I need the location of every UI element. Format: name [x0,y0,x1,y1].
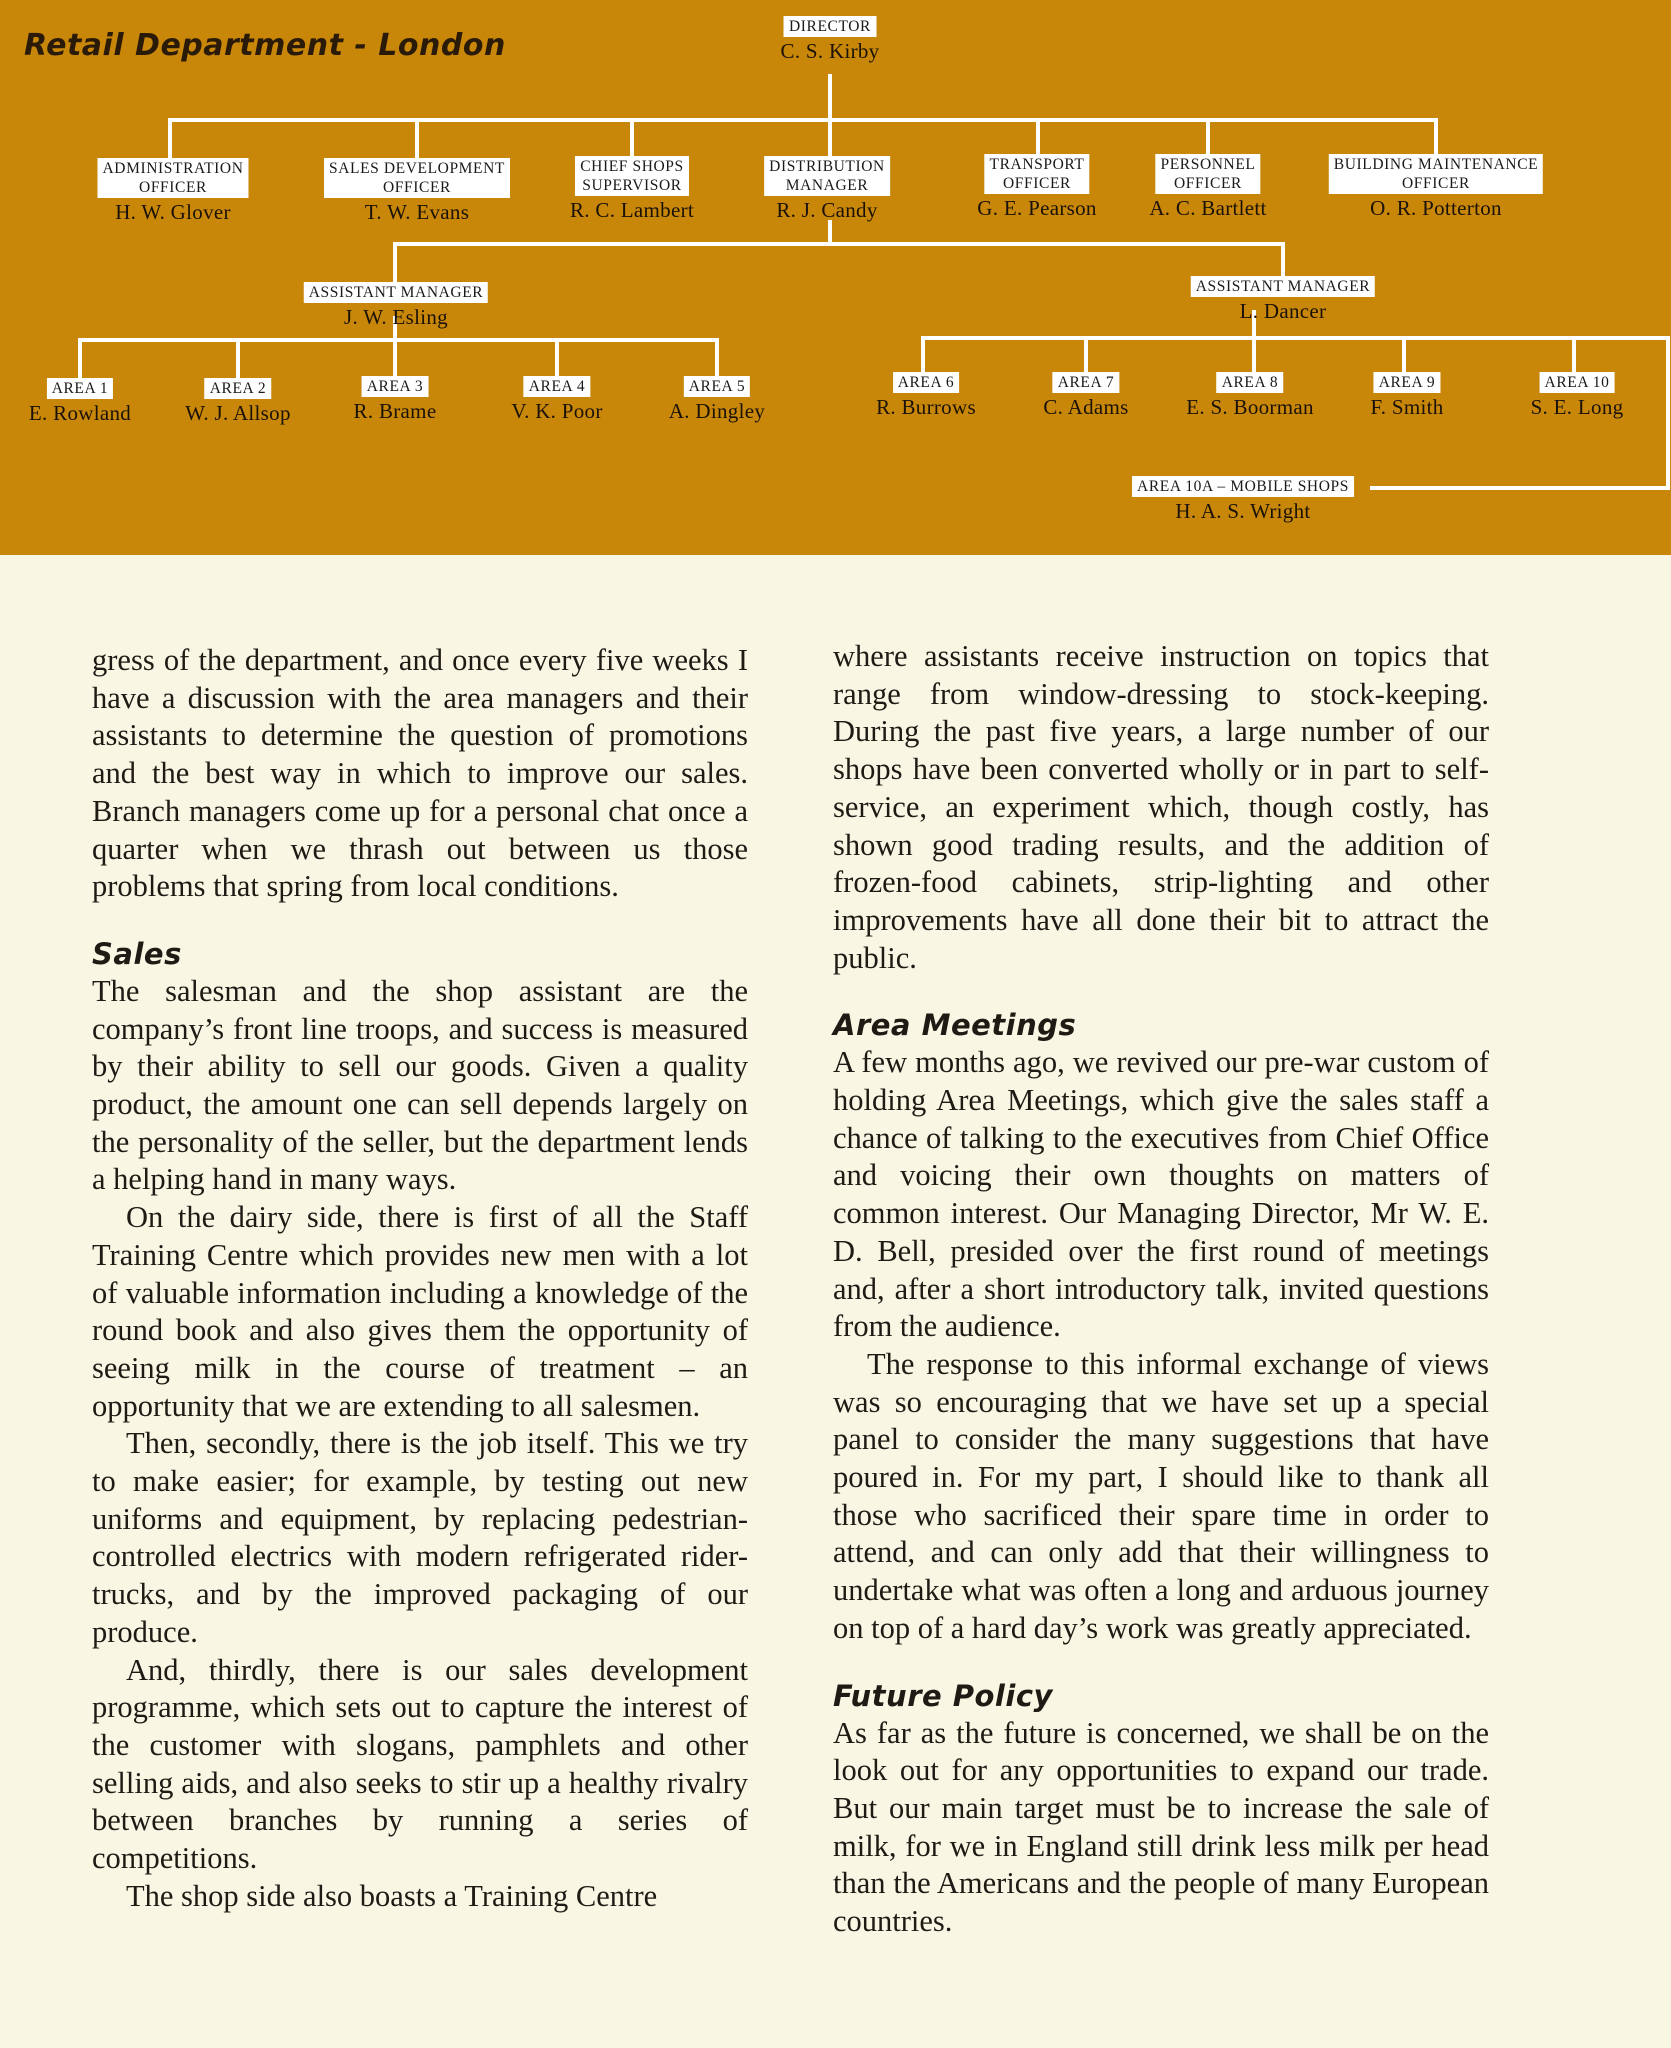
body-paragraph: As far as the future is concerned, we shall be on the look out for any opportunities to expand our trade. But our main target must be to increase the sale of milk, for we in England still drink less milk per head than the Americans and the people of many European countries. [833,1715,1489,1939]
area-label: AREA 7 [1053,372,1120,393]
officer-name: A. C. Bartlett [1149,196,1267,220]
officer-label: SALES DEVELOPMENT OFFICER [324,158,510,198]
officer-name: R. C. Lambert [569,198,695,222]
area-manager-name: W. J. Allsop [185,401,291,425]
assistant-manager-node-dancer [1191,276,1375,324]
body-paragraph: Then, secondly, there is the job itself. This we try to make easier; for example, by testing out new uniforms and equipment, by replacing pedestrian-controlled electrics with modern refrigerated rider-trucks, and by the improved packaging of our produce. [92,1426,748,1649]
officer-name: R. J. Candy [776,198,878,222]
area-node-3 [354,376,437,424]
officer-node-personnel [1149,154,1266,221]
officer-name: G. E. Pearson [977,196,1097,220]
area-manager-name: V. K. Poor [511,399,603,423]
section-heading: Future Policy [833,1678,1053,1713]
area-manager-name: E. Rowland [28,401,132,425]
officer-node-administration [97,158,248,225]
area-label: AREA 4 [524,376,591,397]
chart-title: Retail Department - London [24,28,506,63]
director-node [781,16,880,64]
assistant-manager-name: L. Dancer [1239,299,1327,323]
officer-name: H. W. Glover [115,200,231,224]
area-label: AREA 8 [1217,372,1284,393]
officer-node-transport [977,154,1096,221]
officer-label: BUILDING MAINTENANCE OFFICER [1329,154,1543,194]
director-name: C. S. Kirby [780,39,880,63]
area-label: AREA 6 [893,372,960,393]
area-node-1 [29,378,131,426]
area-node-4 [511,376,602,424]
body-paragraph: where assistants receive instruction on topics that range from window-dressing to stock-keeping. During the past five years, a large number of our shops have been converted wholly or in part to self-service, an experiment which, though costly, has shown good trading results, and the addition of frozen-food cabinets, strip-lighting and other improvements have all done their bit to attract the public. [833,639,1489,975]
area-manager-name: S. E. Long [1530,395,1624,419]
body-paragraph: A few months ago, we revived our pre-war custom of holding Area Meetings, which give the sales staff a chance of talking to the executives from Chief Office and voicing their own thoughts on matters of common interest. Our Managing Director, Mr W. E. D. Bell, presided over the first round of meetings and, after a short introductory talk, invited questions from the audience. [833,1045,1489,1344]
area-manager-name: F. Smith [1370,395,1444,419]
area-label: AREA 2 [205,378,272,399]
officer-node-chief-shops [570,156,694,223]
area-label: AREA 10 [1540,372,1615,393]
area-node-2 [185,378,291,426]
right-text-column [833,638,1489,1941]
assistant-manager-label: ASSISTANT MANAGER [1191,276,1375,297]
area-manager-name: H. A. S. Wright [1175,499,1311,523]
area-manager-name: A. Dingley [668,399,766,423]
officer-node-distribution [764,156,890,223]
officer-label: TRANSPORT OFFICER [985,154,1090,194]
area-manager-name: R. Burrows [876,395,976,419]
officer-label: ADMINISTRATION OFFICER [97,158,248,198]
officer-name: T. W. Evans [364,200,470,224]
section-heading: Sales [92,936,182,971]
area-node-10a-mobile-shops [1132,476,1354,524]
org-chart [0,0,1671,555]
officer-label: DISTRIBUTION MANAGER [764,156,890,196]
officer-node-sales-development [324,158,510,225]
body-paragraph: gress of the department, and once every five weeks I have a discussion with the area managers and their assistants to determine the question of promotions and the best way in which to improve our sales. Branch managers come up for a personal chat once a quarter when we thrash out between us those problems that spring from local conditions. [92,643,748,904]
area-label: AREA 3 [362,376,429,397]
area-node-6 [876,372,976,420]
area-node-10 [1531,372,1624,420]
assistant-manager-name: J. W. Esling [344,305,448,329]
area-node-9 [1370,372,1443,420]
officer-label: PERSONNEL OFFICER [1156,154,1261,194]
area-manager-name: E. S. Boorman [1186,395,1314,419]
section-heading: Area Meetings [833,1008,1077,1043]
org-chart-connectors [0,0,1671,555]
officer-name: O. R. Potterton [1370,196,1502,220]
left-text-column [92,642,748,1916]
area-manager-name: C. Adams [1043,395,1129,419]
area-label: AREA 5 [684,376,751,397]
body-paragraph: The response to this informal exchange of views was so encouraging that we have set up a special panel to consider the many suggestions that have poured in. For my part, I should like to thank all those who sacrificed their spare time in order to attend, and can only add that their willingness to undertake what was often a long and arduous journey on top of a hard day’s work was greatly appreciated. [833,1346,1489,1645]
body-paragraph: The shop side also boasts a Training Centre [126,1878,658,1913]
area-label: AREA 9 [1374,372,1441,393]
assistant-manager-node-esling [304,282,488,330]
area-label: AREA 10A – MOBILE SHOPS [1132,476,1354,497]
officer-node-building-maintenance [1329,154,1543,221]
officer-label: CHIEF SHOPS SUPERVISOR [575,156,689,196]
area-node-7 [1043,372,1128,420]
body-paragraph: The salesman and the shop assistant are the company’s front line troops, and success is measured by their ability to sell our goods. Given a quality product, the amount one can sell depends largely on the personality of the seller, but the department lends a helping hand in many ways. [92,973,748,1197]
area-node-5 [669,376,765,424]
director-label: DIRECTOR [784,16,876,37]
body-paragraph: And, thirdly, there is our sales development programme, which sets out to capture the interest of the customer with slogans, pamphlets and other selling aids, and also seeks to stir up a healthy rivalry between branches by running a series of competitions. [92,1652,748,1876]
area-manager-name: R. Brame [353,399,437,423]
assistant-manager-label: ASSISTANT MANAGER [304,282,488,303]
body-paragraph: On the dairy side, there is first of all the Staff Training Centre which provides new men with a lot of valuable information including a knowledge of the round book and also gives them the opportunity of seeing milk in the course of treatment – an opportunity that we are extending to all salesmen. [92,1200,748,1423]
area-node-8 [1186,372,1314,420]
area-label: AREA 1 [47,378,114,399]
